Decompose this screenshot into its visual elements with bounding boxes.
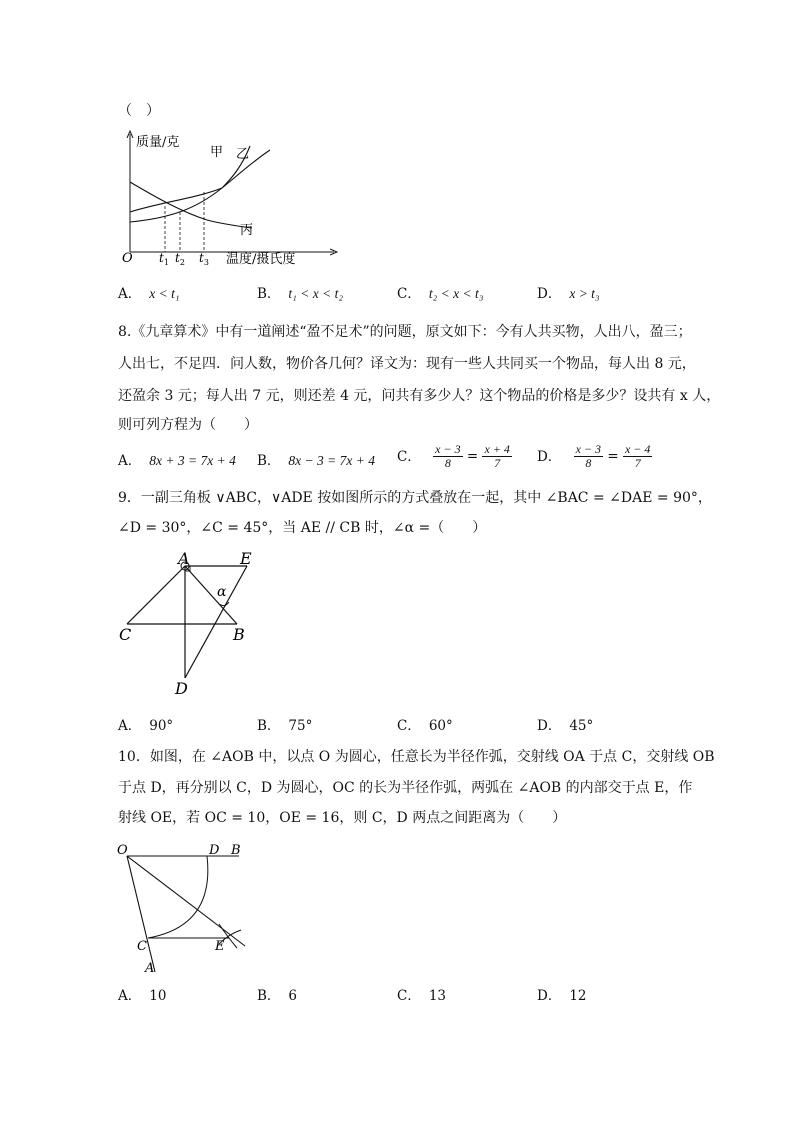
q8-line-3: 还盈余 3 元；每人出 7 元，则还差 4 元，问共有多少人？这个物品的价格是多少？设共有 x 人， <box>118 388 721 404</box>
q7-label-yi: 乙 <box>236 147 250 162</box>
q9-label-d: D <box>175 679 188 698</box>
q10-label-o: O <box>117 843 128 858</box>
q7-curve-jia <box>130 146 250 212</box>
q10-label-e: E <box>215 939 225 954</box>
q10-option-d[interactable]: D． 12 <box>537 988 587 1004</box>
q7-answer-blank: （ ） <box>118 103 160 119</box>
q8-c-frac-left: $\frac{x - 3}{8}$ <box>435 442 461 470</box>
q7-ylabel: 质量/克 <box>136 135 180 150</box>
q10-line-1: 10．如图，在 ∠AOB 中，以点 O 为圆心，任意长为半径作弧，交射线 OA 于点 C，交射线 OB <box>118 749 715 765</box>
q7-t2: $t_2$ <box>175 251 185 267</box>
q8-c-frac-right: $\frac{x + 4}{7}$ <box>484 442 510 470</box>
q10-arc-from-o <box>148 856 208 938</box>
q8-option-c[interactable]: C． $\frac{x - 3}{8}$ = $\frac{x + 4}{7}$ <box>397 442 510 470</box>
q10-line-3: 射线 OE，若 OC = 10，OE = 16，则 C，D 两点之间距离为（ ） <box>118 810 567 826</box>
q7-option-c[interactable]: C． t₂ < x < t₃ <box>397 286 484 302</box>
q8-option-a[interactable]: A． 8x + 3 = 7x + 4 <box>118 453 236 469</box>
q10-label-d: D <box>209 843 220 858</box>
q7-t1: $t_1$ <box>159 251 169 267</box>
q8-option-b[interactable]: B． 8x − 3 = 7x + 4 <box>257 453 375 469</box>
q9-label-c: C <box>119 625 132 644</box>
q9-figure <box>115 548 275 700</box>
q7-option-d[interactable]: D． x > t₃ <box>537 286 600 302</box>
q8-d-frac-left: $\frac{x - 3}{8}$ <box>575 442 602 470</box>
q7-origin: O <box>122 251 133 266</box>
q8-line-1: 8.《九章算术》中有一道阐述“盈不足术”的问题，原文如下：今有人共买物，人出八，盈三； <box>118 324 692 340</box>
q9-line-ab <box>185 566 237 624</box>
q9-label-alpha: α <box>217 584 227 600</box>
q8-d-frac-right: $\frac{x - 4}{7}$ <box>624 442 651 470</box>
q9-alpha-arc <box>219 602 229 606</box>
q9-line-2: ∠D = 30°，∠C = 45°，当 AE // CB 时，∠α =（ ） <box>118 520 487 536</box>
q9-option-d[interactable]: D． 45° <box>537 718 594 734</box>
q7-label-bing: 丙 <box>240 223 254 238</box>
q10-label-c: C <box>137 939 147 954</box>
q9-line-de <box>185 566 247 678</box>
q8-option-d[interactable]: D． $\frac{x - 3}{8}$ = $\frac{x - 4}{7}$ <box>537 442 651 470</box>
q10-line-2: 于点 D，再分别以 C，D 为圆心，OC 的长为半径作弧，两弧在 ∠AOB 的内部交于点 E，作 <box>118 780 693 796</box>
q9-label-b: B <box>233 625 245 644</box>
q10-figure <box>115 836 255 976</box>
q10-option-b[interactable]: B． 6 <box>257 988 298 1004</box>
q10-option-c[interactable]: C． 13 <box>397 988 447 1004</box>
q8-line-2: 人出七，不足四．问人数，物价各几何？译文为：现有一些人共同买一个物品，每人出 8 元， <box>118 356 696 372</box>
q9-line-1: 9．一副三角板 ∨ABC，∨ADE 按如图所示的方式叠放在一起，其中 ∠BAC = ∠DAE = 90°， <box>118 490 712 506</box>
q10-ray-oa <box>127 856 155 972</box>
q7-xlabel: 温度/摄氏度 <box>226 252 296 267</box>
q8-line-4: 则可列方程为（ ） <box>118 417 258 433</box>
q10-label-a: A <box>145 961 155 976</box>
q10-option-a[interactable]: A． 10 <box>118 988 167 1004</box>
q7-graph <box>112 128 342 273</box>
q10-label-b: B <box>231 843 241 858</box>
q9-option-b[interactable]: B． 75° <box>257 718 313 734</box>
q9-option-c[interactable]: C． 60° <box>397 718 453 734</box>
q10-ray-oe <box>127 856 245 946</box>
q7-option-a[interactable]: A． x < t₁ <box>118 286 180 302</box>
q9-option-a[interactable]: A． 90° <box>118 718 174 734</box>
q7-curve-bing <box>130 182 252 228</box>
q7-label-jia: 甲 <box>210 145 224 160</box>
q9-line-ce <box>127 566 185 624</box>
q9-label-e: E <box>240 549 252 568</box>
q7-option-b[interactable]: B． t₁ < x < t₂ <box>257 286 344 302</box>
q9-label-a: A <box>178 549 190 568</box>
q7-t3: $t_3$ <box>199 251 209 267</box>
